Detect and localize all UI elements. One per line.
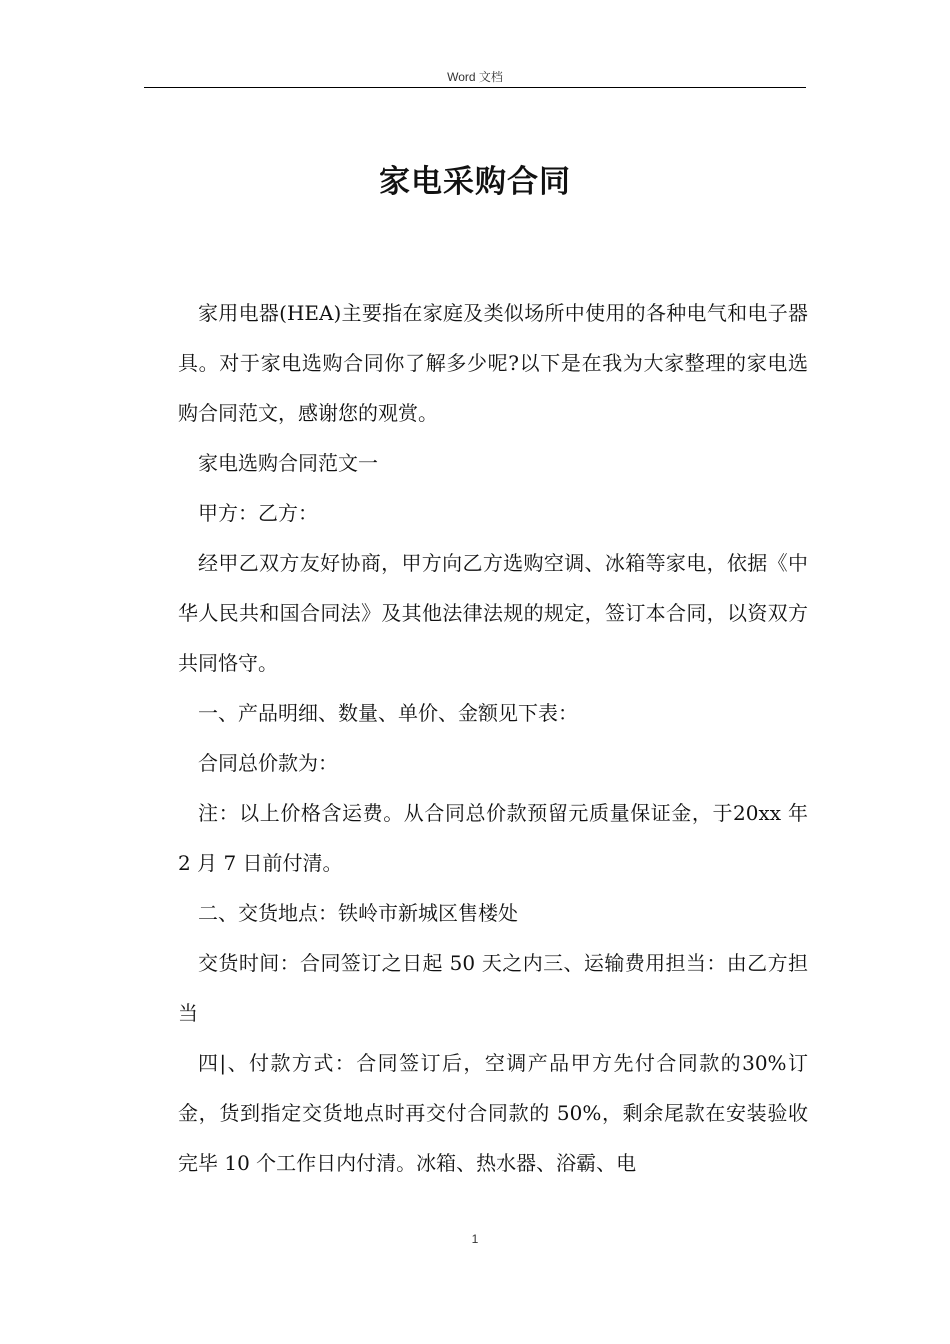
page-header: Word 文档 xyxy=(447,70,503,84)
paragraph-clause-1: 一、产品明细、数量、单价、金额见下表： xyxy=(198,701,578,725)
paragraph-clause-4: 四|、付款方式：合同签订后，空调产品甲方先付合同款的30%订金，货到指定交货地点时再交付合同款的 50%，剩余尾款在安装验收完毕 10 个工作日内付清。冰箱、热水器、浴霸、电 xyxy=(178,1051,808,1175)
page-number: 1 xyxy=(471,1232,479,1246)
paragraph-total-price: 合同总价款为： xyxy=(198,751,338,775)
paragraph-note: 注：以上价格含运费。从合同总价款预留元质量保证金，于20xx 年 2 月 7 日前付清。 xyxy=(178,801,808,875)
paragraph-clause-2: 二、交货地点：铁岭市新城区售楼处 xyxy=(198,901,518,925)
paragraph-delivery-time: 交货时间：合同签订之日起 50 天之内三、运输费用担当：由乙方担当 xyxy=(178,951,808,1025)
document-title: 家电采购合同 xyxy=(379,164,571,200)
paragraph-sample-heading: 家电选购合同范文一 xyxy=(198,451,378,475)
header-divider xyxy=(144,87,806,88)
document-body xyxy=(178,288,808,1188)
paragraph-intro: 家用电器(HEA)主要指在家庭及类似场所中使用的各种电气和电子器具。对于家电选购合同你了解多少呢?以下是在我为大家整理的家电选购合同范文，感谢您的观赏。 xyxy=(178,301,808,425)
paragraph-parties: 甲方：乙方： xyxy=(198,501,318,525)
paragraph-preamble: 经甲乙双方友好协商，甲方向乙方选购空调、冰箱等家电，依据《中华人民共和国合同法》及其他法律法规的规定，签订本合同，以资双方共同恪守。 xyxy=(178,551,808,675)
